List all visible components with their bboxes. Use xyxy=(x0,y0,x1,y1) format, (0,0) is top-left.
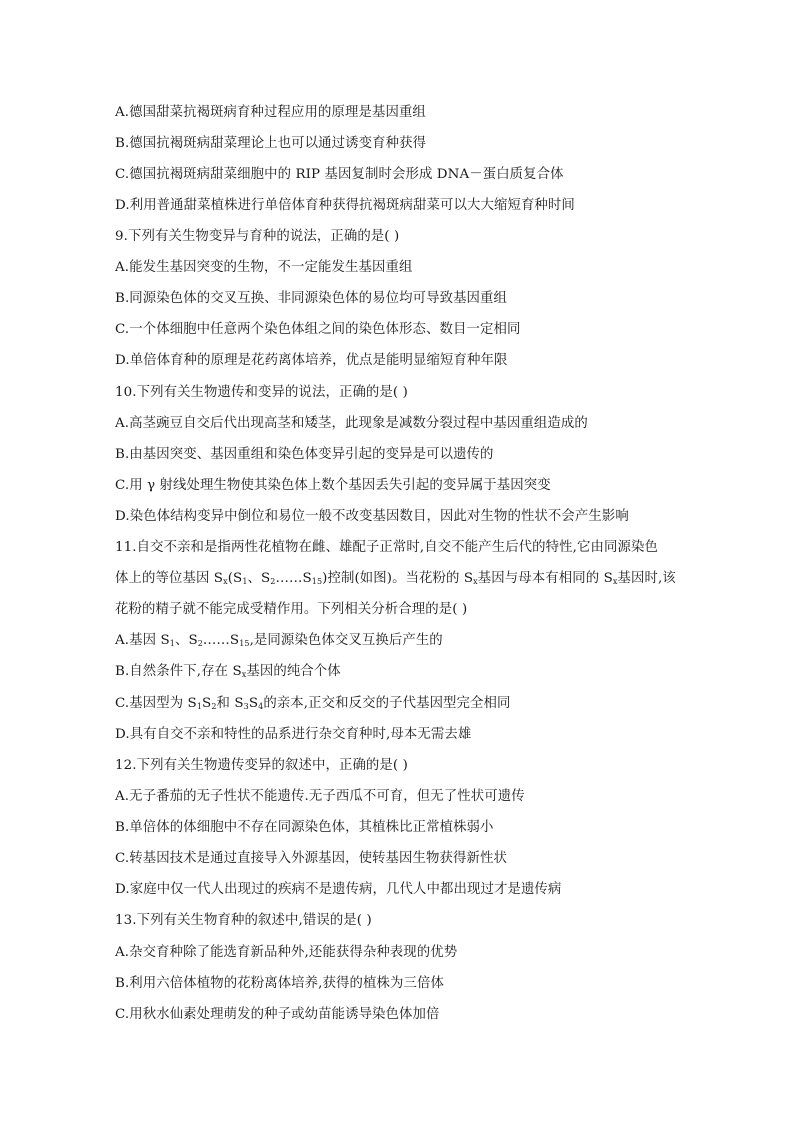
q12-option-b: B.单倍体的体细胞中不存在同源染色体，其植株比正常植株弱小 xyxy=(115,820,494,835)
q9-option-d: D.单倍体育种的原理是花药离体培养，优点是能明显缩短育种年限 xyxy=(115,353,508,368)
q11-option-c: C.基因型为 $S_1S_2$和 $S_3S_4$的亲本,正交和反交的子代基因型完全相同 xyxy=(115,696,511,711)
q11-stem-line2: 体上的等位基因 $S_x(S_1$、$S_2\dots\dots S_{15}$)控制(如图)。当花粉的 $S_x$基因与母本有相同的 $S_x$基因时,该 xyxy=(115,571,676,586)
q9-stem: 9.下列有关生物变异与育种的说法，正确的是( ) xyxy=(115,229,400,244)
q9-option-a: A.能发生基因突变的生物，不一定能发生基因重组 xyxy=(115,260,413,275)
q8-option-c: C.德国抗褐斑病甜菜细胞中的 RIP 基因复制时会形成 DNA－蛋白质复合体 xyxy=(115,167,564,182)
q10-option-c: C.用 γ 射线处理生物使其染色体上数个基因丢失引起的变异属于基因突变 xyxy=(115,478,551,493)
q8-option-a: A.德国甜菜抗褐斑病育种过程应用的原理是基因重组 xyxy=(115,105,426,120)
q12-stem: 12.下列有关生物遗传变异的叙述中，正确的是( ) xyxy=(115,758,408,773)
q13-option-a: A.杂交育种除了能选育新品种外,还能获得杂种表现的优势 xyxy=(115,945,458,960)
q10-stem: 10.下列有关生物遗传和变异的说法，正确的是( ) xyxy=(115,385,408,400)
q11-stem-line3: 花粉的精子就不能完成受精作用。下列相关分析合理的是( ) xyxy=(115,602,468,617)
q13-option-b: B.利用六倍体植物的花粉离体培养,获得的植株为三倍体 xyxy=(115,976,444,991)
q9-option-b: B.同源染色体的交叉互换、非同源染色体的易位均可导致基因重组 xyxy=(115,291,508,306)
q10-option-b: B.由基因突变、基因重组和染色体变异引起的变异是可以遗传的 xyxy=(115,447,494,462)
q13-stem: 13.下列有关生物育种的叙述中,错误的是( ) xyxy=(115,913,372,928)
q12-option-a: A.无子番茄的无子性状不能遗传.无子西瓜不可育，但无了性状可遗传 xyxy=(115,789,525,804)
q13-option-c: C.用秋水仙素处理萌发的种子或幼苗能诱导染色体加倍 xyxy=(115,1007,440,1022)
q9-option-c: C.一个体细胞中任意两个染色体组之间的染色体形态、数目一定相同 xyxy=(115,322,521,337)
q11-option-b: B.自然条件下,存在 $S_x$基因的纯合个体 xyxy=(115,664,341,679)
q12-option-d: D.家庭中仅一代人出现过的疾病不是遗传病，几代人中都出现过才是遗传病 xyxy=(115,882,562,897)
q11-stem-line1: 11.自交不亲和是指两性花植物在雌、雄配子正常时,自交不能产生后代的特性,它由同源染色 xyxy=(115,540,658,555)
q12-option-c: C.转基因技术是通过直接导入外源基因，使转基因生物获得新性状 xyxy=(115,851,507,866)
q11-option-a: A.基因 $S_1$、$S_2\dots\dots S_{15}$,是同源染色体交叉互换后产生的 xyxy=(115,633,443,648)
q10-option-a: A.高茎豌豆自交后代出现高茎和矮茎，此现象是减数分裂过程中基因重组造成的 xyxy=(115,416,588,431)
q8-option-b: B.德国抗褐斑病甜菜理论上也可以通过诱变育种获得 xyxy=(115,136,427,151)
q10-option-d: D.染色体结构变异中倒位和易位一般不改变基因数目，因此对生物的性状不会产生影响 xyxy=(115,509,629,524)
q8-option-d: D.利用普通甜菜植株进行单倍体育种获得抗褐斑病甜菜可以大大缩短育种时间 xyxy=(115,198,575,213)
q11-option-d: D.具有自交不亲和特性的品系进行杂交育种时,母本无需去雄 xyxy=(115,727,472,742)
